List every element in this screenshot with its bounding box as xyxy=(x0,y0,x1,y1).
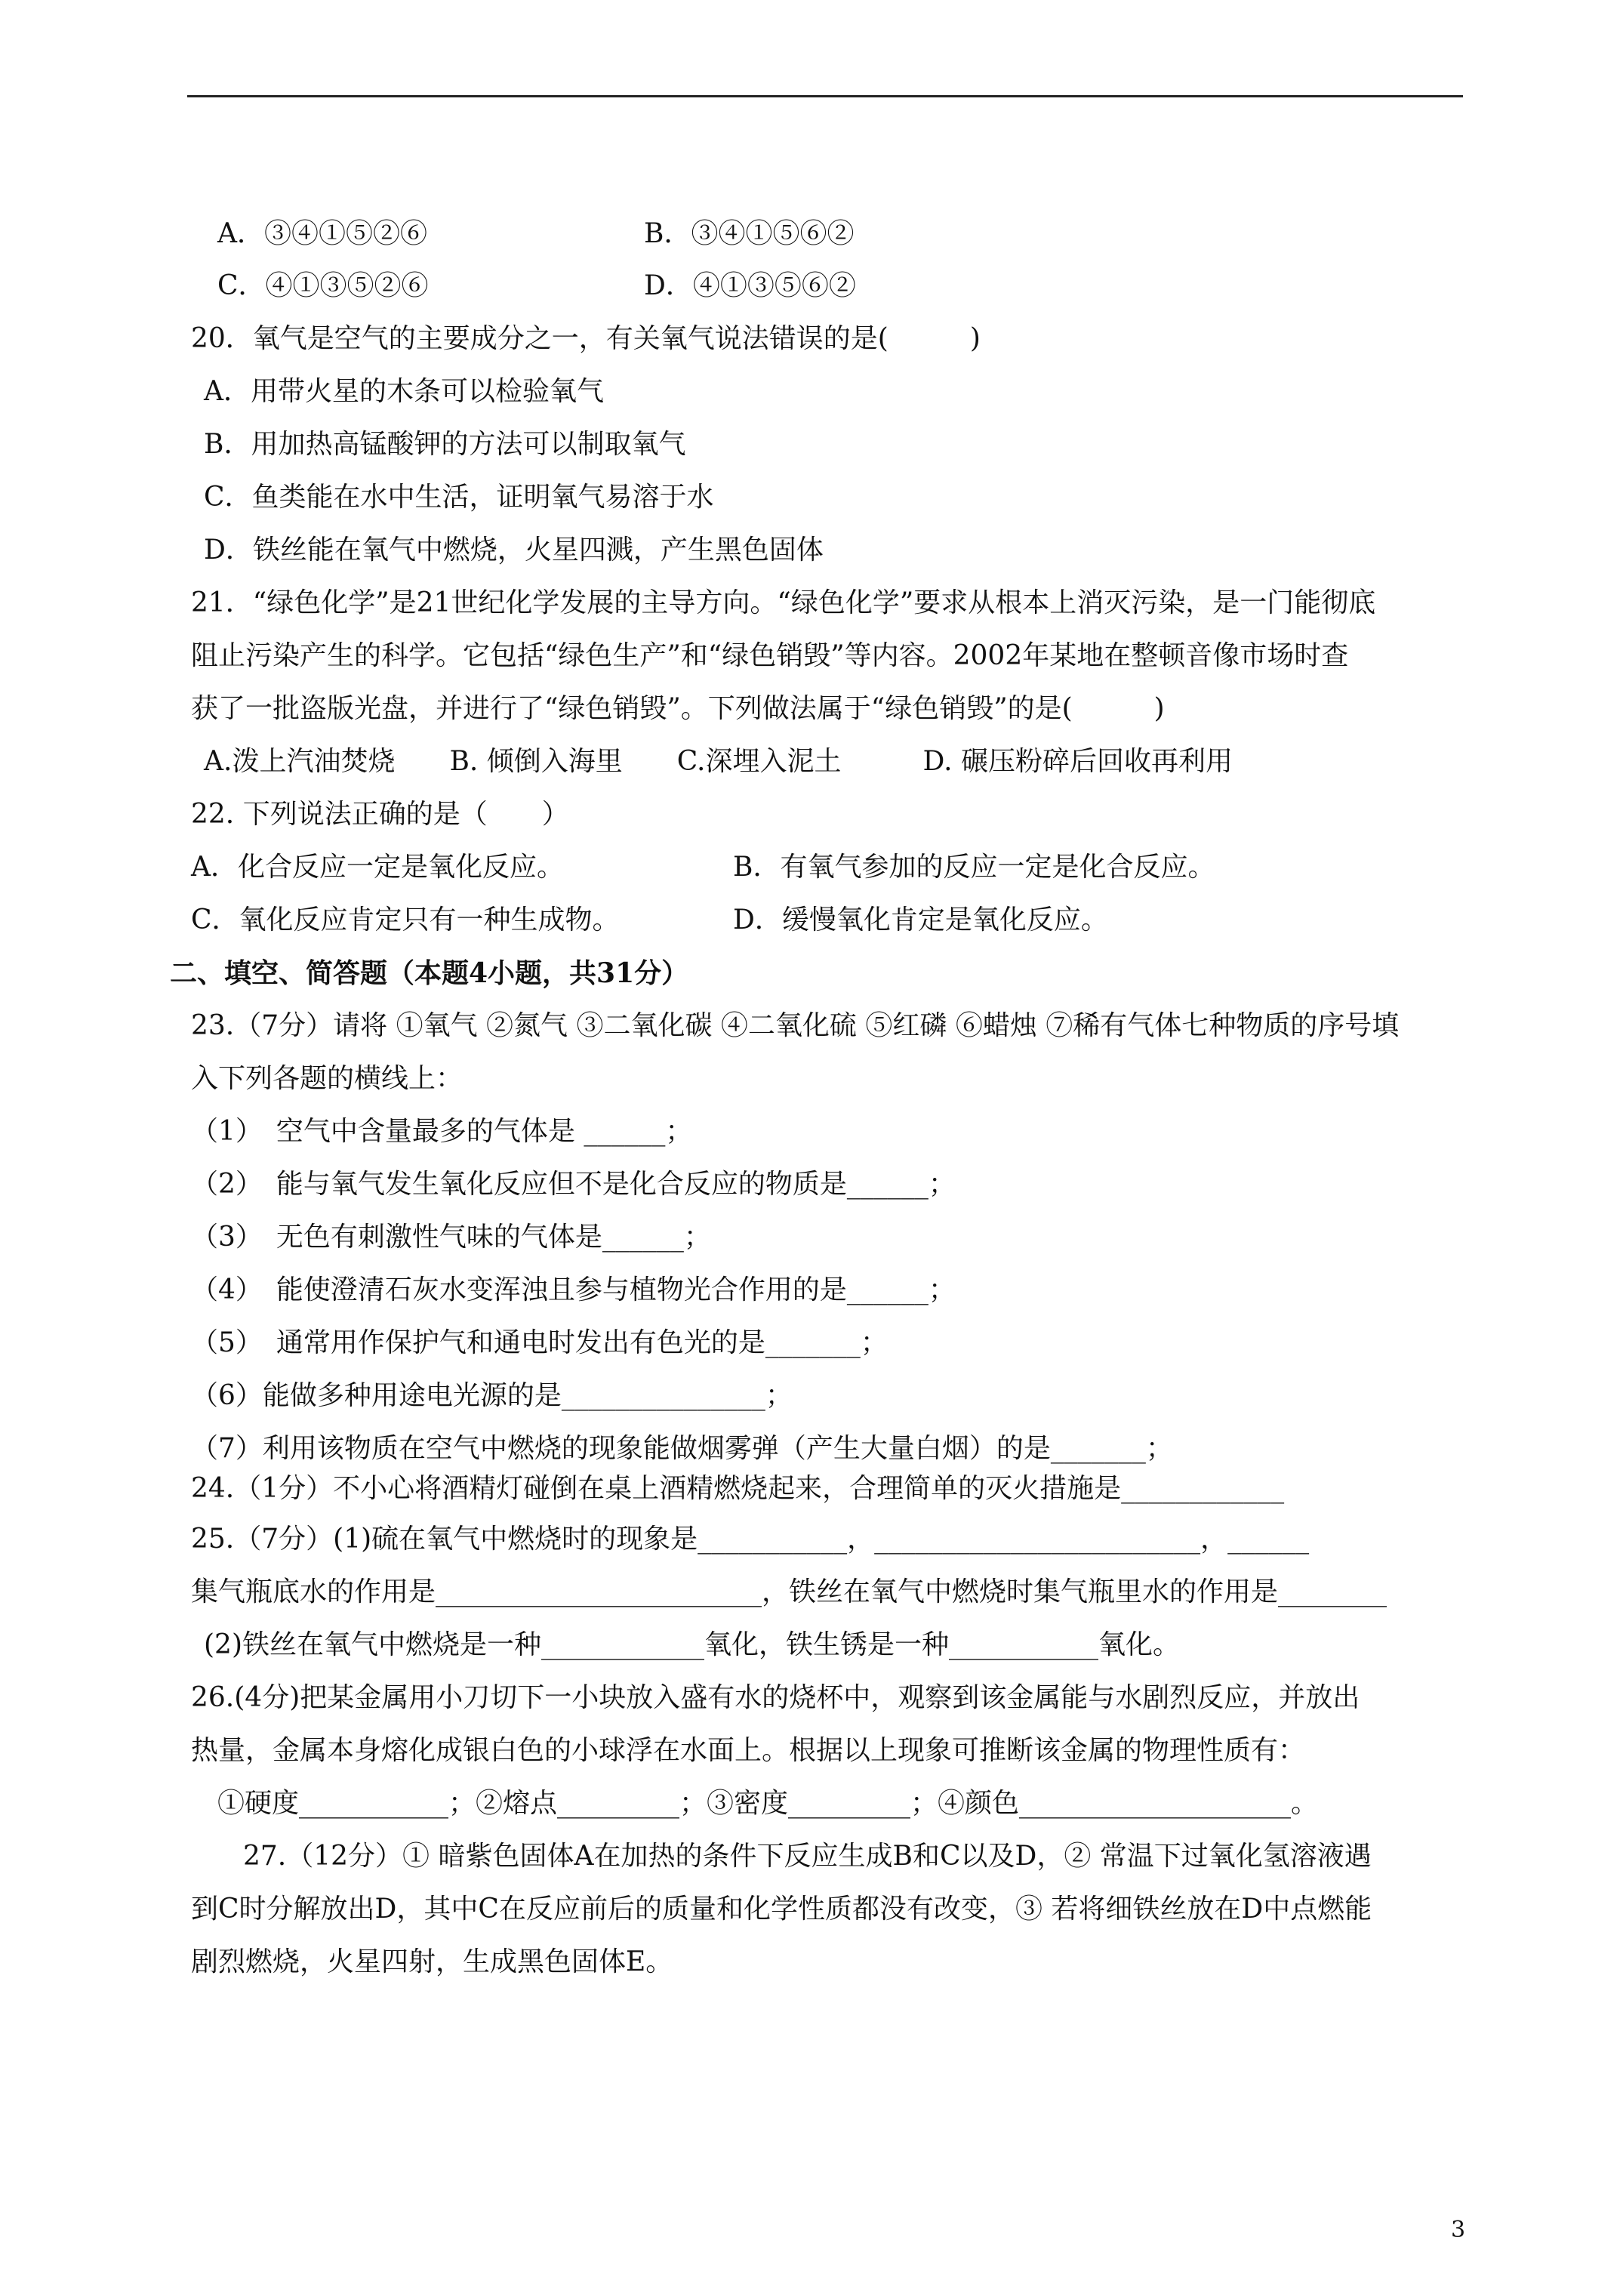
q27-text: 27.（12分）① 暗紫色固体A在加热的条件下反应生成B和C以及D，② 常温下过氧化氢溶液遇 xyxy=(243,1841,1372,1872)
option-c: C．④①③⑤②⑥ xyxy=(217,270,429,301)
q23-item: （7）利用该物质在空气中燃烧的现象能做烟雾弹（产生大量白烟）的是_______； xyxy=(191,1433,1173,1464)
q21-options: A.泼上汽油焚烧 B. 倾倒入海里 C.深埋入泥土 D. 碾压粉碎后回收再利用 xyxy=(204,746,1233,777)
q20-option: A．用带火星的木条可以检验氧气 xyxy=(204,376,604,407)
header-rule xyxy=(187,95,1463,97)
q20-stem: 20．氧气是空气的主要成分之一，有关氧气说法错误的是( ) xyxy=(191,323,981,354)
q26-text: 26.(4分)把某金属用小刀切下一小块放入盛有水的烧杯中，观察到该金属能与水剧烈反应，并放出 xyxy=(191,1682,1360,1713)
q23-text: 入下列各题的横线上： xyxy=(191,1063,463,1094)
q25-text: 25.（7分）(1)硫在氧气中燃烧时的现象是___________，________________________，______ xyxy=(191,1524,1310,1555)
q26-text: 热量，金属本身熔化成银白色的小球浮在水面上。根据以上现象可推断该金属的物理性质有： xyxy=(191,1735,1306,1766)
option-c: C．氧化反应肯定只有一种生成物。 xyxy=(191,905,620,935)
q19-option-row xyxy=(217,217,855,251)
option-d: D．缓慢氧化肯定是氧化反应。 xyxy=(733,905,1108,935)
option-a: A．③④①⑤②⑥ xyxy=(217,218,427,249)
q23-item: （6）能做多种用途电光源的是_______________； xyxy=(191,1380,793,1411)
q23-text: 23.（7分）请将 ①氧气 ②氮气 ③二氧化碳 ④二氧化硫 ⑤红磷 ⑥蜡烛 ⑦稀有气体七种物质的序号填 xyxy=(191,1010,1400,1041)
q20-option: C．鱼类能在水中生活，证明氧气易溶于水 xyxy=(204,482,714,513)
q22-option-row xyxy=(191,851,1215,884)
q20-option: D．铁丝能在氧气中燃烧，火星四溅，产生黑色固体 xyxy=(204,535,824,566)
q27-text: 到C时分解放出D，其中C在反应前后的质量和化学性质都没有改变，③ 若将细铁丝放在D中点燃能 xyxy=(191,1894,1372,1925)
q23-item: （3） 无色有刺激性气味的气体是______； xyxy=(191,1222,711,1253)
section-title: 二、填空、简答题（本题4小题，共31分） xyxy=(170,957,689,989)
q21-text: 21．“绿色化学”是21世纪化学发展的主导方向。“绿色化学”要求从根本上消灭污染，是一门能彻底 xyxy=(191,587,1376,618)
q25-text: 集气瓶底水的作用是________________________，铁丝在氧气中燃烧时集气瓶里水的作用是________ xyxy=(191,1576,1387,1607)
q23-item: （5） 通常用作保护气和通电时发出有色光的是_______； xyxy=(191,1327,888,1358)
q26-text: ①硬度___________；②熔点_________；③密度_________；④颜色____________________。 xyxy=(217,1788,1319,1819)
q23-item: （2） 能与氧气发生氧化反应但不是化合反应的物质是______； xyxy=(191,1169,956,1200)
q20-option: B．用加热高锰酸钾的方法可以制取氧气 xyxy=(204,429,686,460)
q19-option-row xyxy=(217,270,856,303)
q24-text: 24.（1分）不小心将酒精灯碰倒在桌上酒精燃烧起来，合理简单的灭火措施是____________ xyxy=(191,1473,1285,1504)
option-b: B．③④①⑤⑥② xyxy=(644,218,855,249)
option-b: B．有氧气参加的反应一定是化合反应。 xyxy=(733,852,1215,883)
q21-text: 阻止污染产生的科学。它包括“绿色生产”和“绿色销毁”等内容。2002年某地在整顿音像市场时查 xyxy=(191,640,1349,671)
q27-text: 剧烈燃烧，火星四射，生成黑色固体E。 xyxy=(191,1946,673,1977)
q22-option-row xyxy=(191,904,1108,937)
q21-text: 获了一批盗版光盘，并进行了“绿色销毁”。下列做法属于“绿色销毁”的是( ) xyxy=(191,693,1165,724)
q25-text: (2)铁丝在氧气中燃烧是一种____________氧化，铁生锈是一种___________氧化。 xyxy=(204,1629,1180,1660)
option-d: D．④①③⑤⑥② xyxy=(644,270,856,301)
q23-item: （4） 能使澄清石灰水变浑浊且参与植物光合作用的是______； xyxy=(191,1274,956,1305)
q23-item: （1） 空气中含量最多的气体是 ______； xyxy=(191,1116,693,1147)
q22-stem: 22. 下列说法正确的是（ ） xyxy=(191,799,569,830)
page-number: 3 xyxy=(1451,2217,1466,2243)
option-a: A．化合反应一定是氧化反应。 xyxy=(191,852,564,883)
